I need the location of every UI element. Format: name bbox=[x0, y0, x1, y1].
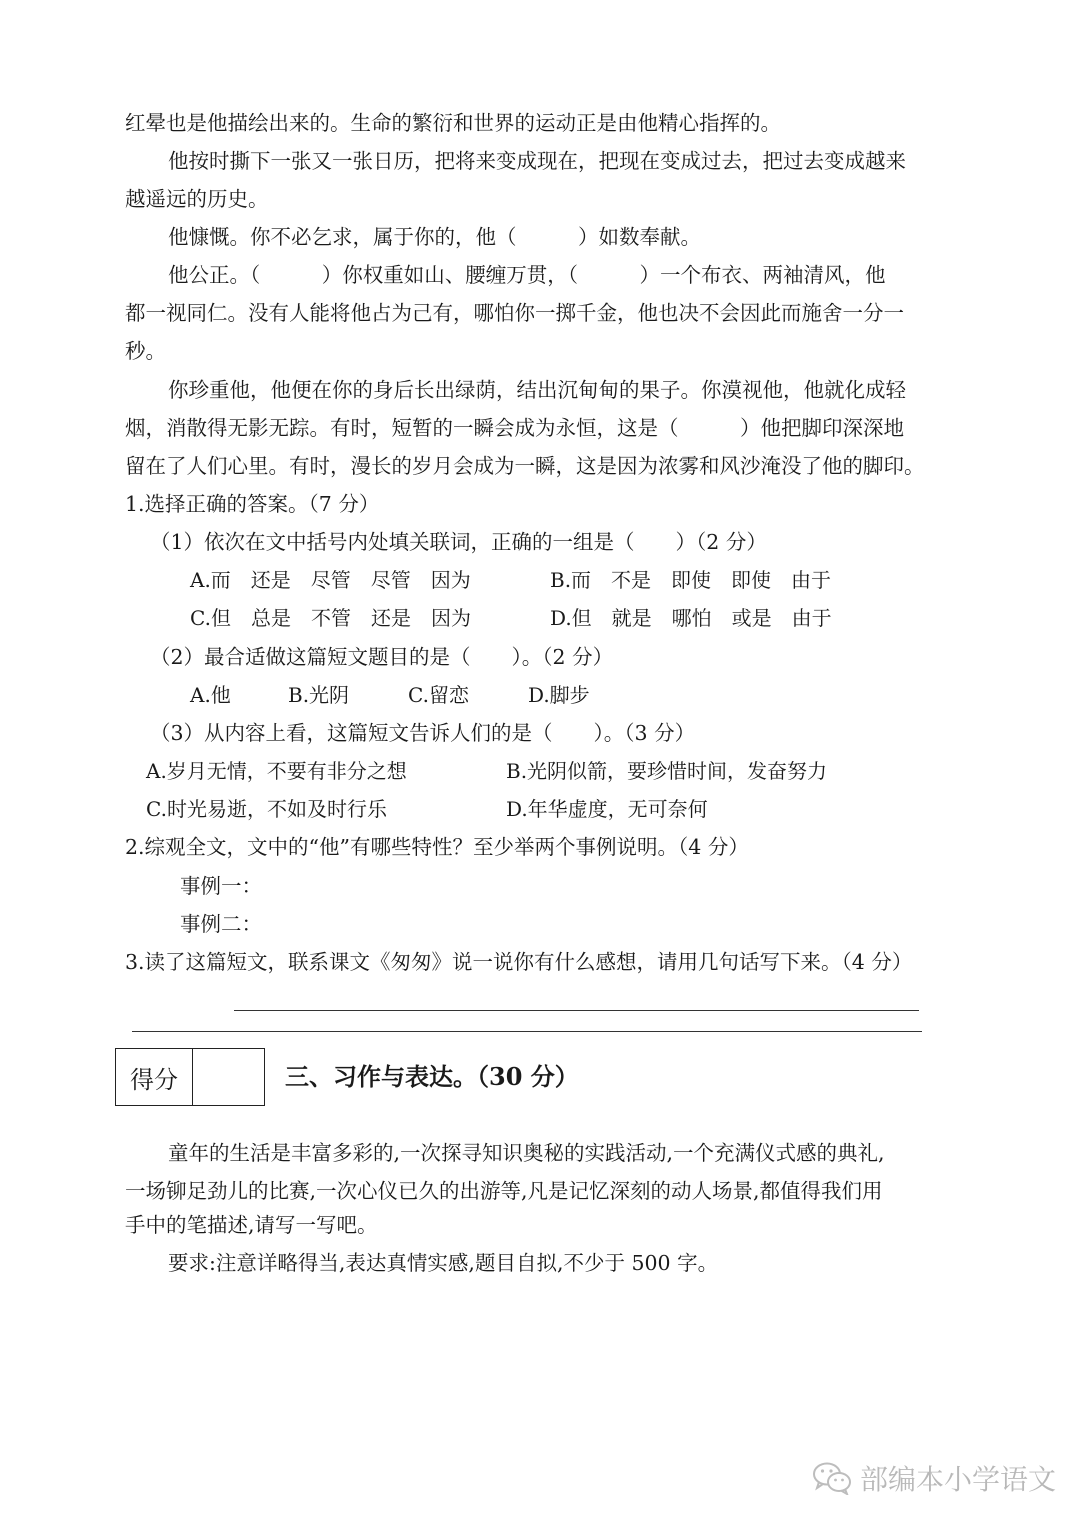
requirement-line: 要求:注意详略得当,表达真情实感,题目自拟,不少于 500 字。 bbox=[168, 1251, 719, 1275]
option-a: A.而 还是 尽管 尽管 因为 bbox=[190, 568, 471, 592]
option-c: C.留恋 bbox=[408, 683, 469, 707]
passage-line: 他按时撕下一张又一张日历，把将来变成现在，把现在变成过去，把过去变成越来 bbox=[168, 149, 906, 173]
example-1-label: 事例一： bbox=[180, 874, 262, 898]
section-divider bbox=[132, 1031, 922, 1032]
example-2-label: 事例二： bbox=[180, 912, 262, 936]
prompt-line: 一场铆足劲儿的比赛,一次心仪已久的出游等,凡是记忆深刻的动人场景,都值得我们用 bbox=[125, 1179, 883, 1203]
option-d: D.脚步 bbox=[528, 683, 590, 707]
passage-line: 秒。 bbox=[125, 339, 166, 363]
section-3-title: 三、习作与表达。（30 分） bbox=[285, 1062, 579, 1091]
option-c: C.但 总是 不管 还是 因为 bbox=[190, 606, 471, 630]
question-2-title: 2.综观全文，文中的“他”有哪些特性？至少举两个事例说明。（4 分） bbox=[125, 835, 749, 859]
score-box bbox=[115, 1048, 265, 1106]
answer-line bbox=[234, 1010, 919, 1011]
option-c: C.时光易逝，不如及时行乐 bbox=[146, 797, 387, 821]
passage-line: 都一视同仁。没有人能将他占为己有，哪怕你一掷千金，他也决不会因此而施舍一分一 bbox=[125, 301, 904, 325]
passage-line: 红晕也是他描绘出来的。生命的繁衍和世界的运动正是由他精心指挥的。 bbox=[125, 111, 781, 135]
option-b: B.光阴 bbox=[288, 683, 350, 707]
watermark bbox=[812, 1458, 1056, 1498]
question-1-2: （2）最合适做这篇短文题目的是（ ）。（2 分） bbox=[150, 645, 614, 669]
question-1-1: （1）依次在文中括号内处填关联词，正确的一组是（ ）（2 分） bbox=[150, 530, 767, 554]
passage-line: 留在了人们心里。有时，漫长的岁月会成为一瞬，这是因为浓雾和风沙淹没了他的脚印。 bbox=[125, 454, 925, 478]
passage-line: 越遥远的历史。 bbox=[125, 187, 269, 211]
option-a: A.岁月无情，不要有非分之想 bbox=[146, 759, 407, 783]
watermark-text: 部编本小学语文 bbox=[860, 1463, 1057, 1496]
question-1-3: （3）从内容上看，这篇短文告诉人们的是（ ）。（3 分） bbox=[150, 721, 696, 745]
score-label: 得分 bbox=[116, 1049, 193, 1105]
question-3-title: 3.读了这篇短文，联系课文《匆匆》说一说你有什么感想，请用几句话写下来。（4 分） bbox=[125, 950, 913, 974]
passage-line: 他慷慨。你不必乞求，属于你的，他（ ）如数奉献。 bbox=[168, 225, 701, 249]
passage-line: 他公正。（ ）你权重如山、腰缠万贯，（ ）一个布衣、两袖清风，他 bbox=[168, 263, 886, 287]
passage-line: 你珍重他，他便在你的身后长出绿荫，结出沉甸甸的果子。你漠视他，他就化成轻 bbox=[168, 378, 906, 402]
option-d: D.年华虚度，无可奈何 bbox=[506, 797, 708, 821]
score-blank bbox=[193, 1049, 264, 1105]
option-b: B.光阴似箭，要珍惜时间，发奋努力 bbox=[506, 759, 828, 783]
option-d: D.但 就是 哪怕 或是 由于 bbox=[550, 606, 832, 630]
prompt-line: 手中的笔描述,请写一写吧。 bbox=[125, 1213, 378, 1237]
prompt-line: 童年的生活是丰富多彩的,一次探寻知识奥秘的实践活动,一个充满仪式感的典礼, bbox=[168, 1141, 885, 1165]
option-a: A.他 bbox=[190, 683, 231, 707]
wechat-icon bbox=[812, 1461, 852, 1495]
option-b: B.而 不是 即使 即使 由于 bbox=[550, 568, 832, 592]
passage-line: 烟，消散得无影无踪。有时，短暂的一瞬会成为永恒，这是（ ）他把脚印深深地 bbox=[125, 416, 904, 440]
question-1-title: 1.选择正确的答案。（7 分） bbox=[125, 492, 380, 516]
